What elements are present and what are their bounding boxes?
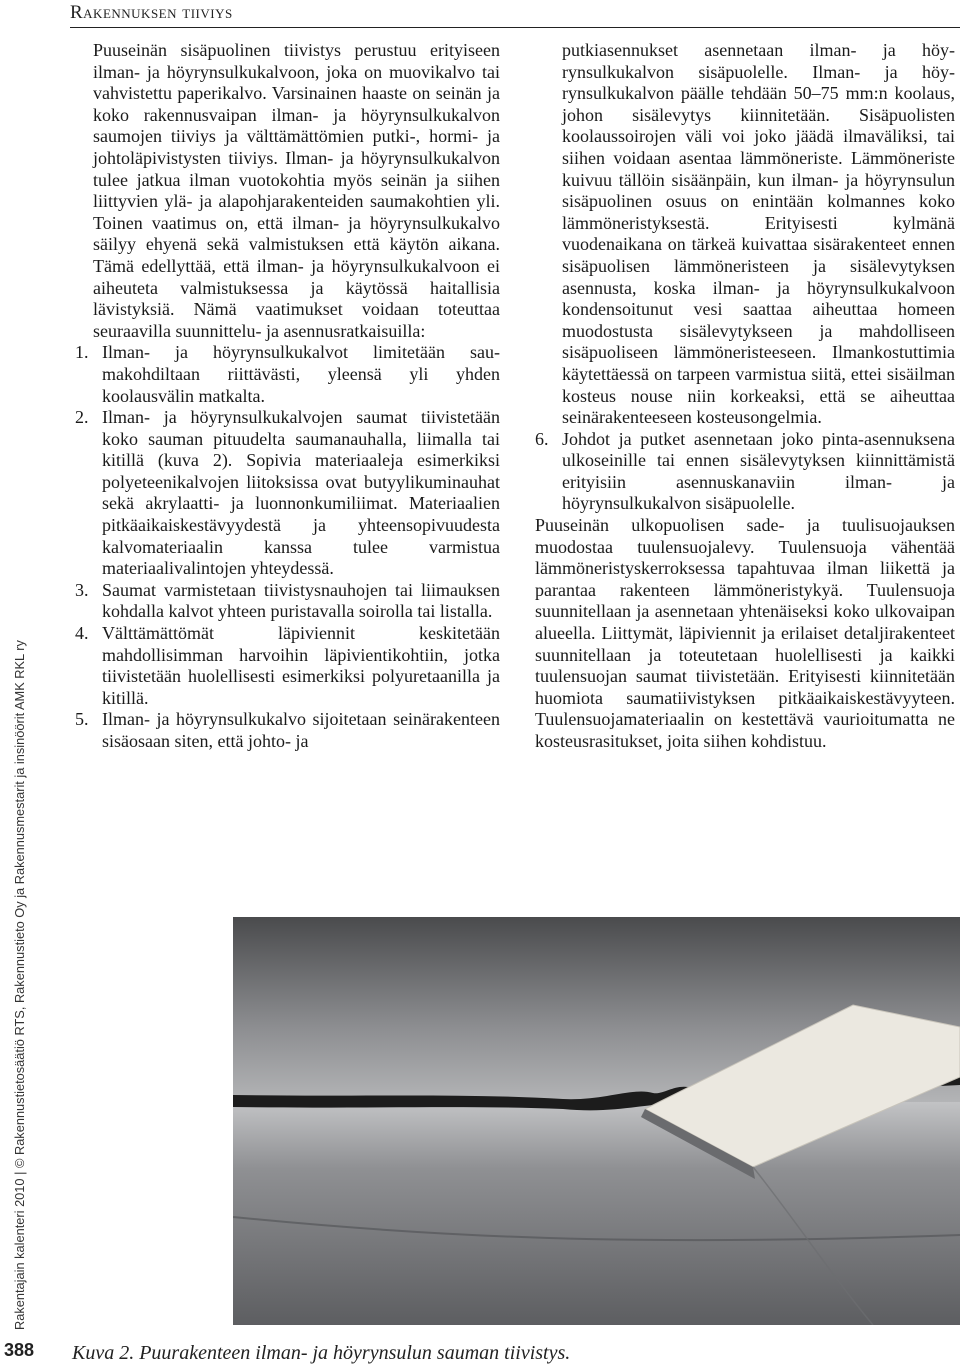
- left-column: [75, 40, 500, 753]
- list-text: Ilman- ja höyrynsulkukalvojen saumat tiivistetään koko sauman pituudelta saumanauhalla, liimalla tai kitillä (kuva 2). Sopivia materiaaleja esimerkiksi polyeteenikalvojen liitoksissa ovat butyylikuminauhat sekä akrylaatti- ja luonnonkumiliimat. Materiaalien pitkäaikaiskestävyydestä ja yhteensopivuudesta kalvomateriaalin kanssa tulee varmistua materiaalivalintojen yhteydessä.: [102, 407, 500, 579]
- requirements-list: [75, 342, 500, 752]
- list-item: [535, 429, 955, 515]
- copyright-sidebar: [0, 60, 27, 1330]
- requirements-list-continued: [535, 429, 955, 515]
- list-number: 5.: [75, 709, 89, 730]
- figure-caption: Kuva 2. Puurakenteen ilman- ja höyrynsulun sauman tiivistys.: [72, 1342, 571, 1364]
- photo-illustration: [233, 917, 960, 1325]
- running-header: Rakennuksen tiiviys: [70, 2, 960, 28]
- list-number: 2.: [75, 407, 89, 428]
- list-text: Saumat varmistetaan tiivistysnauhojen tai liimauksen kohdalla kalvot yhteen puristavalla soirolla tai listalla.: [102, 579, 500, 622]
- list-item: [75, 342, 500, 407]
- list-number: 3.: [75, 579, 89, 600]
- continuation-paragraph: putkiasennukset asennetaan ilman- ja höyrynsulkukalvon sisäpuolelle. Ilman- ja höyrynsulkukalvon päälle tehdään 50–75 mm:n koolaus, johon sisälevytys kiinnitetään. Sisäpuolisten koolaussoirojen väli voi joko jäädä ilmaväliksi, tai siihen voidaan asentaa lämmöneriste. Lämmöneriste kuivuu tällöin sisäänpäin, kun ilman- ja höyrynsulun sisäpuolinen osuus on enintään kolmannes koko lämmöneristyksestä. Erityisesti kylmänä vuodenaikana on tärkeä kuivattaa sisärakenteet ennen sisäpuolisen lämmöneristeen ja sisälevytyksen asennusta, koska ilman- ja höyrynsulkukalvoon kondensoitunut vesi saattaa aiheuttaa homeen muodostusta sisälevytykseen ja mahdolliseen sisäpuoliseen lämmöneristeeseen. Ilmankostuttimia käytettäessä on tarpeen varmistua siitä, ettei sisäilman kosteus nouse niin korkeaksi, että se aiheuttaa seinärakenteeseen kosteusongelmia.: [562, 40, 955, 428]
- list-text: Johdot ja putket asennetaan joko pinta-asennuksena ulkoseinille tai ennen sisälevytyksen kiinnittämistä erityisiin asennuskanaviin ilman- ja höyrynsulkukalvon sisäpuolelle.: [562, 428, 955, 514]
- copyright-text: Rakentajain kalenteri 2010 | © Rakennustietosäätiö RTS, Rakennustieto Oy ja Rakennusmestarit ja insinöörit AMK RKL ry: [12, 640, 27, 1330]
- list-text: Välttämättömät läpiviennit keskitetään mahdollisimman harvoihin läpivientikohtiin, jotka tiivistetään huolellisesti esimerkiksi polyuretaanilla ja kitillä.: [102, 623, 500, 708]
- list-item: [75, 407, 500, 580]
- list-item: [75, 580, 500, 623]
- list-item: [75, 709, 500, 752]
- list-number: 4.: [75, 623, 89, 644]
- film-lower: [233, 1102, 960, 1325]
- list-number: 1.: [75, 342, 89, 363]
- wind-barrier-paragraph: Puuseinän ulkopuolisen sade- ja tuulisuojauksen muodostaa tuulensuojalevy. Tuulensuoja vähentää lämmöneristyskerroksessa tapahtuvaa ilman liikettä ja parantaa rakenteen lämmöneristykyä. Tuulensuoja suunnitellaan ja asennetaan yhtenäiseksi koko ulkovaipan alueella. Liittymät, läpiviennit ja erilaiset detaljirakenteet suunnitellaan ja toteutetaan huolellisesti ja kaikki tuulensuojan saumat tiivistetään. Erityisesti kiinnitetään huomiota saumatiivistyksen pitkäaikaiskestävyyteen. Tuulensuojamateriaalin on kestettävä vaurioitumatta ne kosteusrasitukset, joita siihen kohdistuu.: [535, 515, 955, 751]
- page-number: 388: [4, 1340, 35, 1360]
- list-text: Ilman- ja höyrynsulkukalvo sijoitetaan seinärakenteen sisäosaan siten, että johto- ja: [102, 709, 500, 751]
- list-text: Ilman- ja höyrynsulkukalvot limitetään saumakohdiltaan riittävästi, yleensä yli yhden koolausvälin matkalta.: [102, 342, 500, 406]
- seam-sealing-photo: [233, 917, 960, 1325]
- right-column: [535, 40, 955, 753]
- list-item: [75, 623, 500, 709]
- list-number: 6.: [535, 428, 549, 449]
- intro-paragraph: Puuseinän sisäpuolinen tiivistys perustuu erityiseen ilman- ja höyrynsulkukalvoon, joka on muovikalvo tai vahvistettu paperikalvo. Varsinainen haaste on seinän ja koko rakennusvaipan ilman- ja höyrynsulkukalvon saumojen tiiviys ja välttämättömien putki-, hormi- ja johtoläpivistysten tiiviys. Ilman- ja höyrynsulkukalvon tulee jatkua ilman vuotokohtia myös seinän ja siihen liittyvien ylä- ja alapohjarakenteiden saumakohtien yli. Toinen vaatimus on, että ilman- ja höyrynsulkukalvo säilyy ehyenä sekä valmistuksen että käytön aikana. Tämä edellyttää, että ilman- ja höyrynsulkukalvoon ei aiheuteta valmistuksessa ja käytössä haitallisia lävistyksiä. Nämä vaatimukset voidaan toteuttaa seuraavilla suunnittelu- ja asennusratkaisuilla:: [93, 40, 500, 341]
